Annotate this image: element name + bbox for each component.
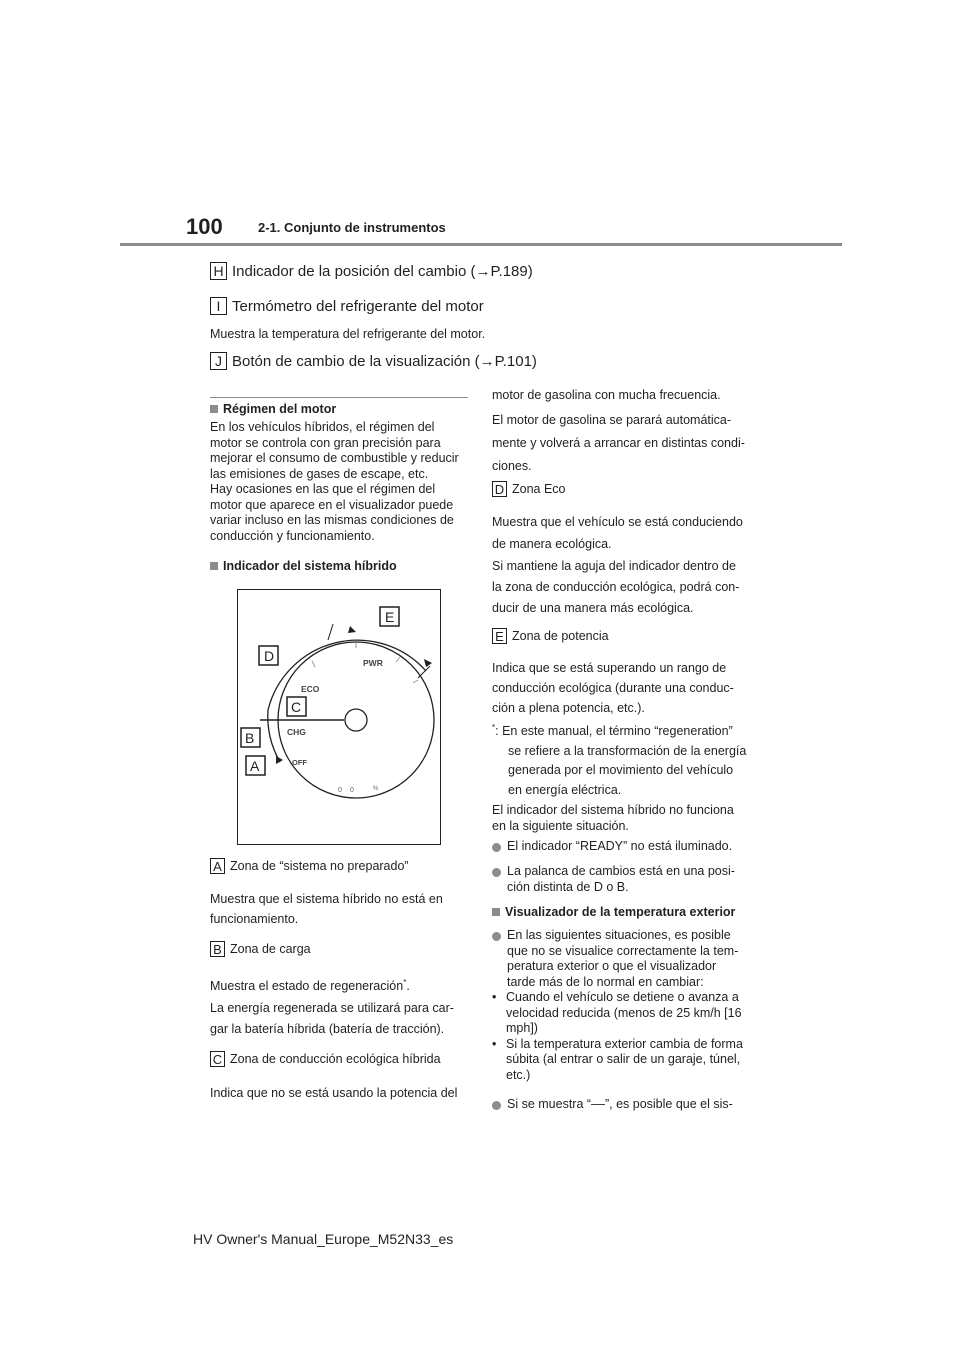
item-h-text: Indicador de la posición del cambio (→P.189) [232, 262, 533, 280]
zone-d-desc-1 [492, 511, 743, 555]
desc-line: conducción ecológica (durante una conduc- [492, 681, 734, 695]
pwr-label: PWR [363, 658, 383, 668]
arc-arrow-head [276, 756, 283, 764]
item-i-desc: Muestra la temperatura del refrigerante del motor. [210, 327, 486, 341]
callout-c-label: C [210, 1051, 225, 1067]
column-divider [210, 397, 468, 398]
callout-h: H [210, 262, 227, 280]
zone-e [492, 628, 609, 644]
desc-line: La energía regenerada se utilizará para car- [210, 1001, 454, 1015]
temp-heading [492, 905, 735, 919]
bullet-text: La palanca de cambios está en una posi- [507, 864, 735, 878]
bullet-dashes [492, 1097, 733, 1113]
sub-text: etc.) [506, 1067, 531, 1082]
desc-line: Indica que se está superando un rango de [492, 661, 727, 675]
zone-d-desc-2 [492, 556, 739, 619]
sub-text: velocidad reducida (menos de 25 km/h [16 [506, 1005, 742, 1020]
regimen-line: motor que aparece en el visualizador puede [210, 497, 454, 512]
callout-b-label: B [210, 941, 225, 957]
desc-line: ciones. [492, 459, 532, 473]
page-number: 100 [186, 214, 223, 239]
zone-a-desc [210, 889, 443, 929]
bullet-situations [492, 928, 738, 990]
scale-tick [312, 661, 315, 667]
sub-text: Si la temperatura exterior cambia de forma [506, 1036, 743, 1051]
scale-mark: 0 [350, 787, 354, 794]
round-bullet-icon [492, 843, 501, 852]
regimen-line: Hay ocasiones en las que el régimen del [210, 482, 436, 496]
footnote-line: : En este manual, el término “regeneration” [495, 724, 733, 739]
zone-e-text: Zona de potencia [512, 629, 609, 643]
callout-d-label: D [492, 481, 507, 497]
arc-arrow-head [348, 626, 356, 633]
desc-line: Muestra el estado de regeneración [210, 979, 404, 994]
needle-hub [345, 709, 367, 731]
not-work [492, 803, 734, 834]
regimen-line: mejorar el consumo de combustible y reducir [210, 451, 459, 465]
regimen-line: conducción y funcionamiento. [210, 528, 375, 543]
zone-e-desc [492, 658, 734, 718]
callout-b: B [245, 730, 255, 746]
hibrido-heading-text: Indicador del sistema híbrido [223, 559, 397, 573]
zone-d [492, 481, 566, 497]
item-i-text: Termómetro del refrigerante del motor [232, 297, 484, 315]
round-bullet-icon [492, 868, 501, 877]
right-p2 [492, 409, 745, 478]
round-bullet-icon [492, 932, 501, 941]
bullet-shift [492, 864, 735, 895]
footnote-line: en energía eléctrica. [508, 782, 622, 797]
sub-text: Cuando el vehículo se detiene o avanza a [506, 990, 739, 1004]
round-bullet-icon [492, 1101, 501, 1110]
desc-line: Muestra que el vehículo se está conduciendo [492, 515, 743, 529]
square-bullet-icon [492, 908, 500, 916]
chg-label: CHG [287, 727, 306, 737]
bullet-text: En las siguientes situaciones, es posible [507, 928, 731, 942]
arc-arrow-head [424, 659, 432, 667]
sub-text: mph]) [506, 1021, 538, 1035]
desc-line: ción a plena potencia, etc.). [492, 701, 645, 715]
desc-line: en la siguiente situación. [492, 818, 629, 833]
zone-c-text: Zona de conducción ecológica híbrida [230, 1052, 441, 1066]
scale-tick [413, 680, 418, 683]
zone-c-desc: Indica que no se está usando la potencia del [210, 1086, 458, 1100]
eco-pwr-boundary [328, 624, 333, 640]
situation-sublist [492, 990, 743, 1083]
zone-a [210, 858, 409, 874]
pwr-end-boundary [418, 666, 430, 678]
regimen-line: las emisiones de gases de escape, etc. [210, 466, 429, 481]
hybrid-gauge-illustration [238, 590, 440, 844]
bullet-text: que no se visualice correctamente la tem- [507, 943, 739, 958]
regimen-line: motor se controla con gran precisión para [210, 435, 441, 450]
bullet-text: peratura exterior o que el visualizador [507, 959, 717, 973]
desc-line: El indicador del sistema híbrido no funciona [492, 803, 734, 817]
bullet-ready [492, 839, 732, 855]
callout-e-label: E [492, 628, 507, 644]
desc-line: Muestra que el sistema híbrido no está en [210, 892, 443, 906]
footer-manual-id: HV Owner's Manual_Europe_M52N33_es [193, 1231, 454, 1247]
square-bullet-icon [210, 562, 218, 570]
footnote-mark: * [492, 723, 496, 732]
zone-c [210, 1051, 441, 1067]
zone-b-desc [210, 973, 410, 996]
zone-b-desc-2 [210, 998, 454, 1039]
regimen-body [210, 420, 470, 544]
callout-c: C [291, 699, 302, 715]
header-divider [120, 243, 842, 246]
desc-line: la zona de conducción ecológica, podrá con- [492, 580, 740, 594]
bullet-text: El indicador “READY” no está iluminado. [507, 839, 733, 853]
desc-line: gar la batería híbrida (batería de tracción). [210, 1022, 445, 1036]
regimen-line: En los vehículos híbridos, el régimen del [210, 420, 435, 434]
temp-heading-text: Visualizador de la temperatura exterior [505, 905, 736, 919]
regimen-heading-text: Régimen del motor [223, 402, 337, 416]
bullet-text: Si se muestra “––”, es posible que el sis- [507, 1097, 733, 1111]
hibrido-heading [210, 559, 397, 573]
item-i [210, 297, 484, 315]
desc-line: mente y volverá a arrancar en distintas condi- [492, 436, 745, 450]
zone-b [210, 941, 311, 957]
footnote [492, 718, 746, 800]
sub-text: súbita (al entrar o salir de un garaje, túnel, [506, 1052, 741, 1066]
desc-line: ducir de una manera más ecológica. [492, 601, 694, 615]
scale-mark: 0 [338, 787, 342, 794]
footnote-ref: * [403, 978, 407, 987]
eco-label: ECO [301, 684, 320, 694]
footnote-line: se refiere a la transformación de la energía [508, 743, 747, 758]
zone-b-text: Zona de carga [230, 942, 311, 956]
item-j-text: Botón de cambio de la visualización (→P.101) [232, 352, 537, 370]
callout-a: A [250, 758, 260, 774]
bullet-text: ción distinta de D o B. [507, 879, 629, 894]
desc-line: funcionamiento. [210, 912, 299, 926]
off-label: OFF [292, 758, 307, 767]
footnote-line: generada por el movimiento del vehículo [508, 763, 734, 778]
desc-end: . [406, 979, 410, 994]
regimen-heading [210, 402, 336, 416]
callout-i: I [210, 297, 227, 315]
callout-d: D [264, 648, 275, 664]
desc-line: El motor de gasolina se parará automática- [492, 413, 732, 427]
callout-e: E [385, 609, 395, 625]
bullet-text: tarde más de lo normal en cambiar: [507, 974, 704, 989]
regimen-line: variar incluso en las mismas condiciones de [210, 513, 454, 527]
right-cont: motor de gasolina con mucha frecuencia. [492, 388, 721, 402]
callout-a-label: A [210, 858, 225, 874]
section-title: 2-1. Conjunto de instrumentos [258, 220, 446, 235]
zone-d-text: Zona Eco [512, 482, 566, 496]
desc-line: de manera ecológica. [492, 537, 612, 551]
scale-tick [396, 657, 400, 662]
sub-bullet-mark: • [492, 1036, 497, 1051]
desc-line: Si mantiene la aguja del indicador dentro de [492, 559, 736, 573]
item-j [210, 352, 537, 370]
scale-mark: % [373, 786, 379, 792]
item-h [210, 262, 533, 280]
zone-a-text: Zona de “sistema no preparado” [230, 859, 409, 873]
square-bullet-icon [210, 405, 218, 413]
callout-j: J [210, 352, 227, 370]
sub-bullet-mark: • [492, 990, 497, 1004]
hybrid-indicator-figure [237, 589, 441, 845]
